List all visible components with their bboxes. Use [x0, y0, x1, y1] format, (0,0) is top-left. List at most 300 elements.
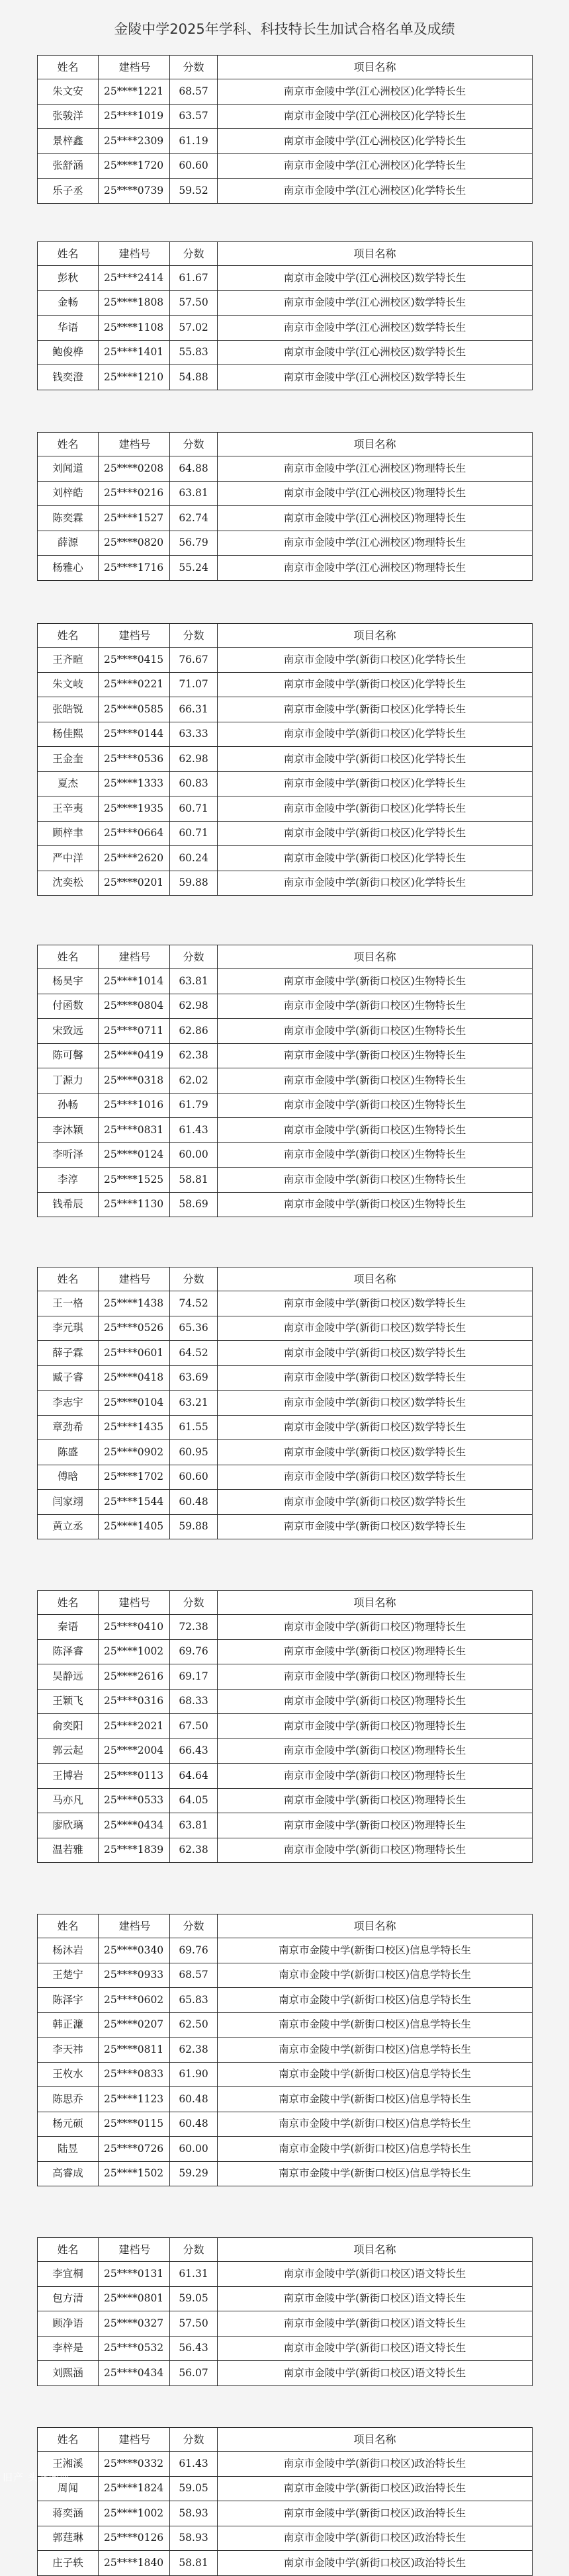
table-row: [38, 153, 533, 179]
file-number: 25****0316: [99, 1689, 170, 1714]
student-name: 陈盛: [38, 1440, 99, 1465]
project-name: 南京市金陵中学(新街口校区)数学特长生: [218, 1341, 533, 1366]
score-table: [37, 1914, 533, 2186]
project-name: 南京市金陵中学(新街口校区)数学特长生: [218, 1365, 533, 1391]
project-name: 南京市金陵中学(江心洲校区)物理特长生: [218, 456, 533, 482]
file-number: 25****2620: [99, 846, 170, 871]
project-name: 南京市金陵中学(新街口校区)化学特长生: [218, 697, 533, 722]
score: 64.05: [170, 1788, 218, 1813]
project-name: 南京市金陵中学(新街口校区)信息学特长生: [218, 2038, 533, 2063]
project-name: 南京市金陵中学(新街口校区)信息学特长生: [218, 2062, 533, 2087]
score: 57.02: [170, 316, 218, 341]
project-name: 南京市金陵中学(江心洲校区)数学特长生: [218, 290, 533, 316]
score: 59.05: [170, 2286, 218, 2311]
project-name: 南京市金陵中学(新街口校区)化学特长生: [218, 722, 533, 747]
student-name: 杨佳熙: [38, 722, 99, 747]
score: 63.57: [170, 104, 218, 129]
score: 63.81: [170, 481, 218, 506]
project-name: 南京市金陵中学(新街口校区)物理特长生: [218, 1714, 533, 1739]
score: 60.48: [170, 2112, 218, 2137]
table-row: [38, 1465, 533, 1490]
file-number: 25****0831: [99, 1118, 170, 1143]
project-name: 南京市金陵中学(新街口校区)信息学特长生: [218, 2137, 533, 2162]
score: 55.24: [170, 556, 218, 581]
score: 60.60: [170, 153, 218, 179]
student-name: 杨沐岩: [38, 1938, 99, 1963]
file-number: 25****0526: [99, 1316, 170, 1341]
file-number: 25****0144: [99, 722, 170, 747]
table-row: [38, 2038, 533, 2063]
score: 74.52: [170, 1291, 218, 1316]
score: 63.33: [170, 722, 218, 747]
score: 56.79: [170, 531, 218, 556]
score: 63.69: [170, 1365, 218, 1391]
project-name: 南京市金陵中学(新街口校区)数学特长生: [218, 1465, 533, 1490]
student-name: 王博岩: [38, 1764, 99, 1789]
table-header-row: [38, 624, 533, 648]
score: 60.48: [170, 1490, 218, 1515]
project-name: 南京市金陵中学(江心洲校区)数学特长生: [218, 340, 533, 365]
score: 63.81: [170, 1813, 218, 1838]
name-header: 姓名: [38, 2238, 99, 2262]
project-name: 南京市金陵中学(新街口校区)化学特长生: [218, 771, 533, 796]
file-number: 25****1527: [99, 506, 170, 531]
score-table: [37, 623, 533, 896]
id-header: 建档号: [99, 433, 170, 456]
table-row: [38, 2161, 533, 2186]
project-name: 南京市金陵中学(新街口校区)信息学特长生: [218, 2161, 533, 2186]
student-name: 王颖飞: [38, 1689, 99, 1714]
score: 68.57: [170, 79, 218, 105]
project-header: 项目名称: [218, 624, 533, 648]
table-row: [38, 2286, 533, 2311]
project-name: 南京市金陵中学(新街口校区)化学特长生: [218, 846, 533, 871]
score: 63.21: [170, 1391, 218, 1416]
project-name: 南京市金陵中学(新街口校区)化学特长生: [218, 747, 533, 772]
file-number: 25****1935: [99, 796, 170, 822]
table-row: [38, 1988, 533, 2013]
table-row: [38, 1316, 533, 1341]
file-number: 25****0208: [99, 456, 170, 482]
table-row: [38, 1341, 533, 1366]
file-number: 25****1333: [99, 771, 170, 796]
student-name: 刘闻道: [38, 456, 99, 482]
file-number: 25****1130: [99, 1192, 170, 1217]
student-name: 温若雅: [38, 1838, 99, 1863]
score: 59.05: [170, 2476, 218, 2501]
student-name: 杨昊宇: [38, 969, 99, 994]
table-row: [38, 556, 533, 581]
file-number: 25****1014: [99, 969, 170, 994]
project-name: 南京市金陵中学(新街口校区)信息学特长生: [218, 2112, 533, 2137]
project-name: 南京市金陵中学(江心洲校区)化学特长生: [218, 153, 533, 179]
project-name: 南京市金陵中学(新街口校区)数学特长生: [218, 1490, 533, 1515]
project-name: 南京市金陵中学(江心洲校区)物理特长生: [218, 531, 533, 556]
file-number: 25****0902: [99, 1440, 170, 1465]
student-name: 马亦凡: [38, 1788, 99, 1813]
student-name: 李天祎: [38, 2038, 99, 2063]
table-row: [38, 481, 533, 506]
score: 55.83: [170, 340, 218, 365]
table-row: [38, 2137, 533, 2162]
score: 60.60: [170, 1465, 218, 1490]
score: 59.88: [170, 1514, 218, 1539]
project-name: 南京市金陵中学(新街口校区)政治特长生: [218, 2452, 533, 2477]
table-header-row: [38, 2428, 533, 2452]
project-name: 南京市金陵中学(江心洲校区)数学特长生: [218, 266, 533, 291]
student-name: 韩正濂: [38, 2012, 99, 2038]
table-row: [38, 2262, 533, 2287]
score: 60.00: [170, 1142, 218, 1168]
table-header-row: [38, 242, 533, 266]
score: 62.98: [170, 994, 218, 1019]
table-row: [38, 1689, 533, 1714]
score-header: 分数: [170, 56, 218, 79]
student-name: 周闻: [38, 2476, 99, 2501]
project-name: 南京市金陵中学(新街口校区)化学特长生: [218, 871, 533, 896]
table-row: [38, 821, 533, 846]
student-name: 李听泽: [38, 1142, 99, 1168]
table-row: [38, 2311, 533, 2337]
student-name: 张骏洋: [38, 104, 99, 129]
student-name: 钱奕澄: [38, 365, 99, 390]
file-number: 25****1016: [99, 1093, 170, 1118]
table-row: [38, 2087, 533, 2112]
score-table: [37, 2237, 533, 2386]
project-name: 南京市金陵中学(新街口校区)生物特长生: [218, 1093, 533, 1118]
project-name: 南京市金陵中学(江心洲校区)数学特长生: [218, 365, 533, 390]
id-header: 建档号: [99, 1591, 170, 1615]
project-name: 南京市金陵中学(新街口校区)生物特长生: [218, 1068, 533, 1094]
student-name: 廖欣璃: [38, 1813, 99, 1838]
project-name: 南京市金陵中学(江心洲校区)数学特长生: [218, 316, 533, 341]
document-title: 金陵中学2025年学科、科技特长生加试合格名单及成绩: [114, 21, 455, 37]
project-name: 南京市金陵中学(新街口校区)化学特长生: [218, 672, 533, 697]
id-header: 建档号: [99, 1267, 170, 1291]
file-number: 25****0711: [99, 1019, 170, 1044]
file-number: 25****0410: [99, 1615, 170, 1640]
project-name: 南京市金陵中学(新街口校区)政治特长生: [218, 2476, 533, 2501]
student-name: 包方清: [38, 2286, 99, 2311]
score: 68.33: [170, 1689, 218, 1714]
project-name: 南京市金陵中学(江心洲校区)化学特长生: [218, 79, 533, 105]
file-number: 25****0933: [99, 1963, 170, 1988]
project-name: 南京市金陵中学(新街口校区)语文特长生: [218, 2311, 533, 2337]
table-row: [38, 104, 533, 129]
student-name: 刘熙涵: [38, 2361, 99, 2386]
file-number: 25****0739: [99, 179, 170, 204]
file-number: 25****1405: [99, 1514, 170, 1539]
student-name: 王枚水: [38, 2062, 99, 2087]
project-header: 项目名称: [218, 945, 533, 969]
student-name: 章劲希: [38, 1415, 99, 1440]
score: 60.24: [170, 846, 218, 871]
score: 56.07: [170, 2361, 218, 2386]
project-name: 南京市金陵中学(新街口校区)物理特长生: [218, 1764, 533, 1789]
score: 64.52: [170, 1341, 218, 1366]
table-row: [38, 266, 533, 291]
file-number: 25****0113: [99, 1764, 170, 1789]
file-number: 25****0124: [99, 1142, 170, 1168]
file-number: 25****0131: [99, 2262, 170, 2287]
student-name: 王楚宁: [38, 1963, 99, 1988]
file-number: 25****1002: [99, 2501, 170, 2526]
student-name: 傅晗: [38, 1465, 99, 1490]
score: 59.52: [170, 179, 218, 204]
file-number: 25****1438: [99, 1291, 170, 1316]
file-number: 25****1019: [99, 104, 170, 129]
project-name: 南京市金陵中学(新街口校区)生物特长生: [218, 994, 533, 1019]
file-number: 25****1502: [99, 2161, 170, 2186]
project-name: 南京市金陵中学(新街口校区)生物特长生: [218, 1043, 533, 1068]
name-header: 姓名: [38, 945, 99, 969]
table-row: [38, 1813, 533, 1838]
student-name: 顾梓聿: [38, 821, 99, 846]
score: 62.86: [170, 1019, 218, 1044]
table-row: [38, 2501, 533, 2526]
student-name: 杨雅心: [38, 556, 99, 581]
student-name: 付函数: [38, 994, 99, 1019]
table-row: [38, 846, 533, 871]
score: 62.38: [170, 1838, 218, 1863]
score: 61.67: [170, 266, 218, 291]
table-row: [38, 1415, 533, 1440]
score: 61.31: [170, 2262, 218, 2287]
file-number: 25****0216: [99, 481, 170, 506]
score: 54.88: [170, 365, 218, 390]
id-header: 建档号: [99, 1914, 170, 1938]
table-row: [38, 2452, 533, 2477]
score-header: 分数: [170, 945, 218, 969]
table-row: [38, 1043, 533, 1068]
score: 58.69: [170, 1192, 218, 1217]
score: 66.31: [170, 697, 218, 722]
project-name: 南京市金陵中学(新街口校区)信息学特长生: [218, 1963, 533, 1988]
file-number: 25****1210: [99, 365, 170, 390]
student-name: 杨元硕: [38, 2112, 99, 2137]
table-row: [38, 1764, 533, 1789]
project-header: 项目名称: [218, 2238, 533, 2262]
file-number: 25****1221: [99, 79, 170, 105]
file-number: 25****0434: [99, 2361, 170, 2386]
project-name: 南京市金陵中学(新街口校区)数学特长生: [218, 1514, 533, 1539]
student-name: 庄子轶: [38, 2551, 99, 2576]
score: 61.43: [170, 1118, 218, 1143]
student-name: 李梓是: [38, 2336, 99, 2361]
table-row: [38, 1068, 533, 1094]
project-header: 项目名称: [218, 242, 533, 266]
table-header-row: [38, 1914, 533, 1938]
file-number: 25****1720: [99, 153, 170, 179]
table-row: [38, 1714, 533, 1739]
student-name: 丁源力: [38, 1068, 99, 1094]
file-number: 25****0115: [99, 2112, 170, 2137]
table-row: [38, 1739, 533, 1764]
table-row: [38, 79, 533, 105]
score-header: 分数: [170, 1267, 218, 1291]
project-name: 南京市金陵中学(新街口校区)生物特长生: [218, 1118, 533, 1143]
student-name: 宋致远: [38, 1019, 99, 1044]
watermark: 旧产 头条@南: [3, 2471, 70, 2483]
table-header-row: [38, 945, 533, 969]
file-number: 25****2414: [99, 266, 170, 291]
score-header: 分数: [170, 1914, 218, 1938]
id-header: 建档号: [99, 624, 170, 648]
score: 57.50: [170, 2311, 218, 2337]
score: 59.88: [170, 871, 218, 896]
file-number: 25****2021: [99, 1714, 170, 1739]
student-name: 沈奕松: [38, 871, 99, 896]
score: 64.64: [170, 1764, 218, 1789]
table-row: [38, 1365, 533, 1391]
file-number: 25****0415: [99, 648, 170, 673]
file-number: 25****0340: [99, 1938, 170, 1963]
file-number: 25****0801: [99, 2286, 170, 2311]
table-row: [38, 672, 533, 697]
project-name: 南京市金陵中学(新街口校区)物理特长生: [218, 1838, 533, 1863]
project-header: 项目名称: [218, 1267, 533, 1291]
file-number: 25****0536: [99, 747, 170, 772]
student-name: 李沐颖: [38, 1118, 99, 1143]
id-header: 建档号: [99, 242, 170, 266]
table-row: [38, 1118, 533, 1143]
student-name: 高睿成: [38, 2161, 99, 2186]
file-number: 25****1108: [99, 316, 170, 341]
table-header-row: [38, 1591, 533, 1615]
student-name: 蒋奕涵: [38, 2501, 99, 2526]
table-row: [38, 1391, 533, 1416]
score: 59.29: [170, 2161, 218, 2186]
student-name: 乐子丞: [38, 179, 99, 204]
project-name: 南京市金陵中学(新街口校区)物理特长生: [218, 1813, 533, 1838]
student-name: 严中洋: [38, 846, 99, 871]
score: 58.93: [170, 2526, 218, 2551]
student-name: 陆昱: [38, 2137, 99, 2162]
table-row: [38, 747, 533, 772]
project-name: 南京市金陵中学(新街口校区)生物特长生: [218, 1168, 533, 1193]
file-number: 25****0811: [99, 2038, 170, 2063]
student-name: 陈奕霖: [38, 506, 99, 531]
student-name: 夏杰: [38, 771, 99, 796]
table-row: [38, 1192, 533, 1217]
file-number: 25****0585: [99, 697, 170, 722]
name-header: 姓名: [38, 433, 99, 456]
table-row: [38, 994, 533, 1019]
student-name: 吴静远: [38, 1664, 99, 1690]
file-number: 25****0418: [99, 1365, 170, 1391]
table-header-row: [38, 1267, 533, 1291]
table-header-row: [38, 2238, 533, 2262]
table-row: [38, 1639, 533, 1664]
table-row: [38, 1490, 533, 1515]
project-name: 南京市金陵中学(江心洲校区)化学特长生: [218, 129, 533, 154]
project-header: 项目名称: [218, 1914, 533, 1938]
project-name: 南京市金陵中学(新街口校区)物理特长生: [218, 1615, 533, 1640]
score: 61.90: [170, 2062, 218, 2087]
score-table: [37, 1267, 533, 1539]
table-row: [38, 290, 533, 316]
project-name: 南京市金陵中学(江心洲校区)物理特长生: [218, 481, 533, 506]
table-row: [38, 1615, 533, 1640]
score: 60.71: [170, 796, 218, 822]
file-number: 25****1401: [99, 340, 170, 365]
project-name: 南京市金陵中学(新街口校区)语文特长生: [218, 2286, 533, 2311]
student-name: 张舒涵: [38, 153, 99, 179]
table-row: [38, 506, 533, 531]
file-number: 25****0126: [99, 2526, 170, 2551]
file-number: 25****1716: [99, 556, 170, 581]
student-name: 顾净语: [38, 2311, 99, 2337]
table-row: [38, 1168, 533, 1193]
file-number: 25****0201: [99, 871, 170, 896]
table-row: [38, 1093, 533, 1118]
table-row: [38, 2361, 533, 2386]
table-row: [38, 1664, 533, 1690]
name-header: 姓名: [38, 56, 99, 79]
table-row: [38, 531, 533, 556]
project-name: 南京市金陵中学(江心洲校区)化学特长生: [218, 179, 533, 204]
score: 62.02: [170, 1068, 218, 1094]
project-name: 南京市金陵中学(新街口校区)语文特长生: [218, 2262, 533, 2287]
file-number: 25****1808: [99, 290, 170, 316]
table-row: [38, 2526, 533, 2551]
student-name: 陈泽宇: [38, 1988, 99, 2013]
student-name: 金畅: [38, 290, 99, 316]
student-name: 陈泽睿: [38, 1639, 99, 1664]
file-number: 25****2004: [99, 1739, 170, 1764]
score: 72.38: [170, 1615, 218, 1640]
student-name: 郭云起: [38, 1739, 99, 1764]
table-row: [38, 340, 533, 365]
score: 69.17: [170, 1664, 218, 1690]
score-table: [37, 241, 533, 390]
score: 76.67: [170, 648, 218, 673]
project-name: 南京市金陵中学(新街口校区)政治特长生: [218, 2551, 533, 2576]
table-row: [38, 2112, 533, 2137]
score: 56.43: [170, 2336, 218, 2361]
table-row: [38, 2551, 533, 2576]
name-header: 姓名: [38, 1914, 99, 1938]
score: 62.38: [170, 2038, 218, 2063]
file-number: 25****1839: [99, 1838, 170, 1863]
file-number: 25****0602: [99, 1988, 170, 2013]
file-number: 25****1702: [99, 1465, 170, 1490]
project-name: 南京市金陵中学(新街口校区)物理特长生: [218, 1639, 533, 1664]
student-name: 郭莛琳: [38, 2526, 99, 2551]
project-name: 南京市金陵中学(新街口校区)信息学特长生: [218, 2087, 533, 2112]
id-header: 建档号: [99, 2238, 170, 2262]
student-name: 鲍俊桦: [38, 340, 99, 365]
score: 60.95: [170, 1440, 218, 1465]
student-name: 孙畅: [38, 1093, 99, 1118]
file-number: 25****0664: [99, 821, 170, 846]
project-name: 南京市金陵中学(新街口校区)信息学特长生: [218, 1938, 533, 1963]
score: 66.43: [170, 1739, 218, 1764]
file-number: 25****0601: [99, 1341, 170, 1366]
score: 61.19: [170, 129, 218, 154]
project-name: 南京市金陵中学(江心洲校区)化学特长生: [218, 104, 533, 129]
file-number: 25****0318: [99, 1068, 170, 1094]
score: 63.81: [170, 969, 218, 994]
score-table: [37, 55, 533, 204]
score: 62.50: [170, 2012, 218, 2038]
score: 57.50: [170, 290, 218, 316]
score-table: [37, 432, 533, 581]
project-name: 南京市金陵中学(新街口校区)生物特长生: [218, 969, 533, 994]
file-number: 25****1544: [99, 1490, 170, 1515]
table-header-row: [38, 56, 533, 79]
student-name: 王一格: [38, 1291, 99, 1316]
